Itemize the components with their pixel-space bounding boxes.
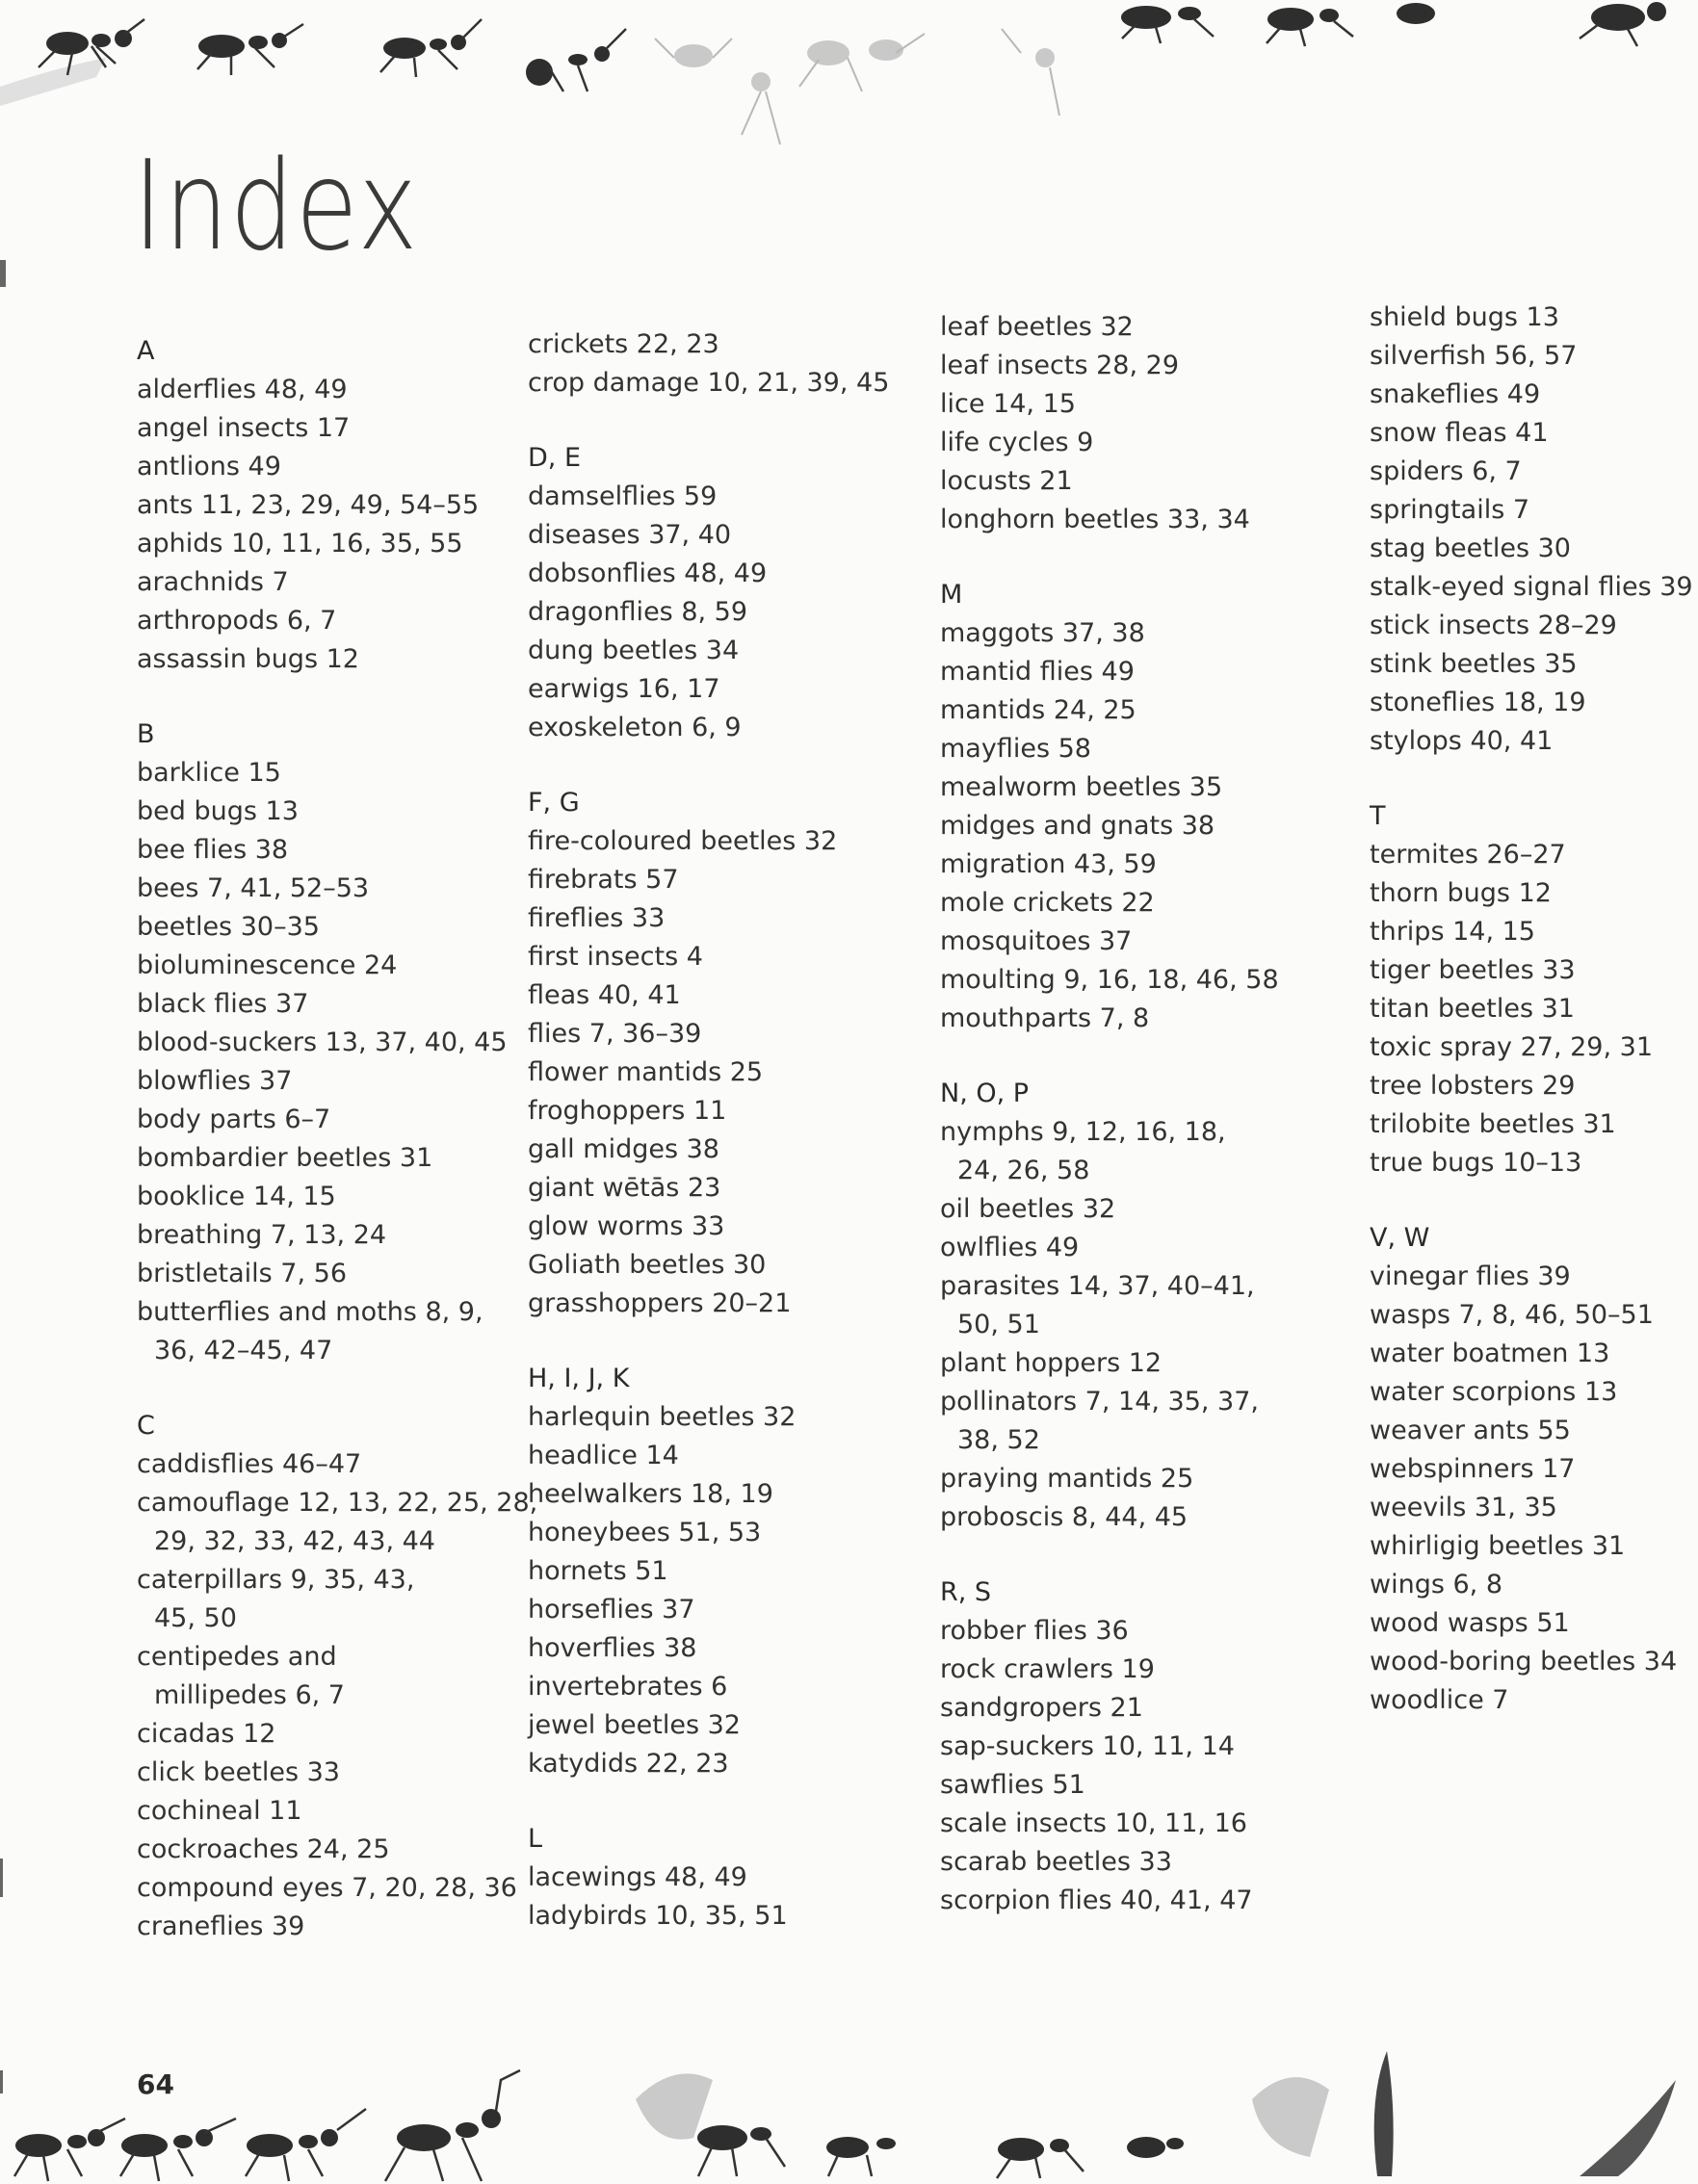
index-entry: ladybirds 10, 35, 51 (528, 1901, 788, 1931)
index-entry: breathing 7, 13, 24 (137, 1220, 387, 1250)
index-entry: diseases 37, 40 (528, 520, 732, 550)
index-entry: whirligig beetles 31 (1370, 1531, 1626, 1561)
index-entry: exoskeleton 6, 9 (528, 713, 742, 742)
index-entry: mayflies 58 (940, 734, 1091, 764)
index-entry: dobsonflies 48, 49 (528, 559, 768, 588)
index-entry: sandgropers 21 (940, 1693, 1143, 1723)
section-letter: A (137, 336, 155, 366)
index-entry: click beetles 33 (137, 1757, 340, 1787)
index-entry: assassin bugs 12 (137, 644, 359, 674)
section-letter: D, E (528, 443, 582, 473)
index-entry: dragonflies 8, 59 (528, 597, 748, 627)
index-entry: millipedes 6, 7 (154, 1680, 345, 1710)
index-entry: wood wasps 51 (1370, 1608, 1570, 1638)
index-entry: Goliath beetles 30 (528, 1250, 767, 1280)
index-entry: leaf insects 28, 29 (940, 351, 1179, 380)
index-entry: snow fleas 41 (1370, 418, 1549, 448)
section-letter: M (940, 580, 963, 610)
index-entry: nymphs 9, 12, 16, 18, (940, 1117, 1226, 1147)
index-entry: rock crawlers 19 (940, 1654, 1155, 1684)
index-entry: migration 43, 59 (940, 849, 1157, 879)
index-entry: snakeflies 49 (1370, 379, 1541, 409)
index-entry: heelwalkers 18, 19 (528, 1479, 773, 1509)
index-entry: mosquitoes 37 (940, 926, 1133, 956)
index-entry: sap-suckers 10, 11, 14 (940, 1731, 1235, 1761)
index-section (137, 715, 522, 1370)
index-section (528, 1820, 913, 1936)
index-entry: booklice 14, 15 (137, 1182, 336, 1211)
index-entry: parasites 14, 37, 40–41, (940, 1271, 1255, 1301)
index-entry: jewel beetles 32 (528, 1710, 741, 1740)
index-entry: angel insects 17 (137, 413, 351, 443)
index-entry: horseflies 37 (528, 1595, 695, 1625)
index-entry: hornets 51 (528, 1556, 668, 1586)
index-section (940, 308, 1325, 539)
index-entry: cockroaches 24, 25 (137, 1834, 390, 1864)
index-entry: arachnids 7 (137, 567, 289, 597)
index-entry: arthropods 6, 7 (137, 606, 337, 636)
index-entry: wood-boring beetles 34 (1370, 1647, 1678, 1677)
index-entry: bristletails 7, 56 (137, 1259, 347, 1288)
index-entry: silverfish 56, 57 (1370, 341, 1578, 371)
index-section (528, 325, 913, 403)
index-entry: 29, 32, 33, 42, 43, 44 (154, 1526, 435, 1556)
index-entry: water boatmen 13 (1370, 1339, 1610, 1368)
index-entry: plant hoppers 12 (940, 1348, 1162, 1378)
section-letter: B (137, 719, 155, 749)
index-entry: scarab beetles 33 (940, 1847, 1172, 1877)
index-entry: stag beetles 30 (1370, 533, 1571, 563)
index-entry: trilobite beetles 31 (1370, 1109, 1616, 1139)
index-section (940, 576, 1325, 1038)
index-entry: fleas 40, 41 (528, 980, 681, 1010)
index-entry: springtails 7 (1370, 495, 1530, 525)
index-section (940, 1075, 1325, 1537)
index-entry: centipedes and (137, 1642, 337, 1672)
index-entry: 45, 50 (154, 1603, 237, 1633)
index-entry: thorn bugs 12 (1370, 878, 1552, 908)
index-entry: 36, 42–45, 47 (154, 1336, 333, 1365)
index-entry: fireflies 33 (528, 903, 666, 933)
index-entry: mantids 24, 25 (940, 695, 1136, 725)
index-entry: caterpillars 9, 35, 43, (137, 1565, 415, 1595)
index-entry: tiger beetles 33 (1370, 955, 1576, 985)
index-entry: mealworm beetles 35 (940, 772, 1223, 802)
section-letter: T (1370, 801, 1386, 831)
index-entry: crop damage 10, 21, 39, 45 (528, 368, 890, 398)
index-entry: ants 11, 23, 29, 49, 54–55 (137, 490, 480, 520)
index-entry: gall midges 38 (528, 1134, 719, 1164)
index-entry: robber flies 36 (940, 1616, 1129, 1646)
index-section (528, 784, 913, 1323)
section-letter: N, O, P (940, 1079, 1030, 1108)
index-entry: stink beetles 35 (1370, 649, 1578, 679)
index-entry: weevils 31, 35 (1370, 1493, 1557, 1522)
index-entry: weaver ants 55 (1370, 1416, 1571, 1445)
section-letter: H, I, J, K (528, 1364, 630, 1393)
index-entry: earwigs 16, 17 (528, 674, 720, 704)
index-entry: mouthparts 7, 8 (940, 1003, 1150, 1033)
index-entry: lice 14, 15 (940, 389, 1076, 419)
index-entry: longhorn beetles 33, 34 (940, 505, 1250, 534)
index-entry: stoneflies 18, 19 (1370, 688, 1586, 717)
index-entry: titan beetles 31 (1370, 994, 1575, 1024)
section-letter: L (528, 1824, 543, 1854)
index-entry: honeybees 51, 53 (528, 1518, 762, 1547)
index-entry: spiders 6, 7 (1370, 456, 1522, 486)
index-entry: termites 26–27 (1370, 840, 1566, 870)
index-entry: flower mantids 25 (528, 1057, 764, 1087)
index-entry: life cycles 9 (940, 428, 1094, 457)
index-entry: fire-coloured beetles 32 (528, 826, 838, 856)
index-section (1370, 797, 1698, 1183)
index-column-2 (528, 325, 913, 1972)
index-entry: pollinators 7, 14, 35, 37, (940, 1387, 1260, 1417)
margin-mark (0, 1859, 3, 1897)
index-entry: oil beetles 32 (940, 1194, 1116, 1224)
index-entry: camouflage 12, 13, 22, 25, 28, (137, 1488, 538, 1518)
index-entry: first insects 4 (528, 942, 703, 972)
index-entry: glow worms 33 (528, 1211, 725, 1241)
index-section (528, 1360, 913, 1783)
index-entry: true bugs 10–13 (1370, 1148, 1582, 1178)
index-entry: katydids 22, 23 (528, 1749, 729, 1779)
index-entry: dung beetles 34 (528, 636, 740, 665)
index-section (137, 1407, 538, 1946)
index-entry: bee flies 38 (137, 835, 289, 865)
index-entry: hoverflies 38 (528, 1633, 697, 1663)
index-entry: crickets 22, 23 (528, 329, 719, 359)
index-entry: flies 7, 36–39 (528, 1019, 702, 1049)
index-entry: harlequin beetles 32 (528, 1402, 797, 1432)
index-entry: bed bugs 13 (137, 796, 299, 826)
page-number: 64 (137, 2068, 174, 2100)
index-entry: mantid flies 49 (940, 657, 1135, 687)
index-entry: maggots 37, 38 (940, 618, 1145, 648)
index-entry: webspinners 17 (1370, 1454, 1576, 1484)
index-entry: barklice 15 (137, 758, 281, 788)
index-entry: butterflies and moths 8, 9, (137, 1297, 483, 1327)
index-entry: aphids 10, 11, 16, 35, 55 (137, 529, 463, 559)
index-entry: tree lobsters 29 (1370, 1071, 1576, 1101)
index-column-1 (137, 332, 538, 1983)
index-entry: grasshoppers 20–21 (528, 1288, 792, 1318)
index-section (528, 439, 913, 747)
top-insect-illustration (0, 0, 1698, 154)
index-entry: water scorpions 13 (1370, 1377, 1618, 1407)
index-entry: cochineal 11 (137, 1796, 302, 1826)
index-entry: owlflies 49 (940, 1233, 1080, 1262)
index-entry: giant wētās 23 (528, 1173, 721, 1203)
index-entry: bombardier beetles 31 (137, 1143, 433, 1173)
index-column-4 (1370, 299, 1698, 1756)
index-entry: cicadas 12 (137, 1719, 276, 1749)
index-entry: mole crickets 22 (940, 888, 1155, 918)
index-entry: leaf beetles 32 (940, 312, 1134, 342)
index-entry: midges and gnats 38 (940, 811, 1215, 841)
index-entry: praying mantids 25 (940, 1464, 1194, 1494)
index-entry: froghoppers 11 (528, 1096, 727, 1126)
index-entry: stylops 40, 41 (1370, 726, 1554, 756)
index-column-3 (940, 308, 1325, 1957)
index-entry: antlions 49 (137, 452, 281, 481)
index-entry: wings 6, 8 (1370, 1570, 1503, 1599)
index-entry: alderflies 48, 49 (137, 375, 348, 404)
index-entry: beetles 30–35 (137, 912, 320, 942)
index-entry: scorpion flies 40, 41, 47 (940, 1885, 1253, 1915)
index-entry: 24, 26, 58 (957, 1156, 1090, 1185)
index-entry: vinegar flies 39 (1370, 1261, 1571, 1291)
index-entry: sawflies 51 (940, 1770, 1085, 1800)
index-entry: caddisflies 46–47 (137, 1449, 362, 1479)
index-entry: stalk-eyed signal flies 39 (1370, 572, 1693, 602)
index-entry: moulting 9, 16, 18, 46, 58 (940, 965, 1279, 995)
index-entry: bioluminescence 24 (137, 950, 398, 980)
index-entry: compound eyes 7, 20, 28, 36 (137, 1873, 517, 1903)
index-entry: invertebrates 6 (528, 1672, 728, 1702)
section-letter: R, S (940, 1577, 992, 1607)
index-entry: blowflies 37 (137, 1066, 293, 1096)
index-entry: locusts 21 (940, 466, 1073, 496)
index-section (940, 1573, 1325, 1920)
index-section (1370, 299, 1698, 761)
index-entry: lacewings 48, 49 (528, 1862, 747, 1892)
section-letter: F, G (528, 788, 580, 818)
index-entry: toxic spray 27, 29, 31 (1370, 1032, 1653, 1062)
index-entry: 38, 52 (957, 1425, 1040, 1455)
index-entry: blood-suckers 13, 37, 40, 45 (137, 1027, 508, 1057)
margin-mark (0, 260, 6, 287)
index-entry: 50, 51 (957, 1310, 1040, 1339)
index-entry: proboscis 8, 44, 45 (940, 1502, 1189, 1532)
index-entry: headlice 14 (528, 1441, 679, 1470)
index-entry: shield bugs 13 (1370, 302, 1559, 332)
index-section (1370, 1219, 1698, 1720)
index-entry: wasps 7, 8, 46, 50–51 (1370, 1300, 1654, 1330)
index-entry: black flies 37 (137, 989, 309, 1019)
index-entry: body parts 6–7 (137, 1105, 331, 1134)
index-entry: firebrats 57 (528, 865, 679, 895)
index-entry: bees 7, 41, 52–53 (137, 873, 370, 903)
index-entry: stick insects 28–29 (1370, 611, 1617, 640)
index-entry: woodlice 7 (1370, 1685, 1509, 1715)
index-section (137, 332, 522, 679)
page-title: Index (133, 135, 420, 278)
index-entry: craneflies 39 (137, 1911, 305, 1941)
section-letter: C (137, 1411, 155, 1441)
index-entry: scale insects 10, 11, 16 (940, 1808, 1247, 1838)
bottom-insect-illustration (0, 2041, 1698, 2184)
index-entry: thrips 14, 15 (1370, 917, 1535, 947)
section-letter: V, W (1370, 1223, 1430, 1253)
index-entry: damselflies 59 (528, 481, 718, 511)
